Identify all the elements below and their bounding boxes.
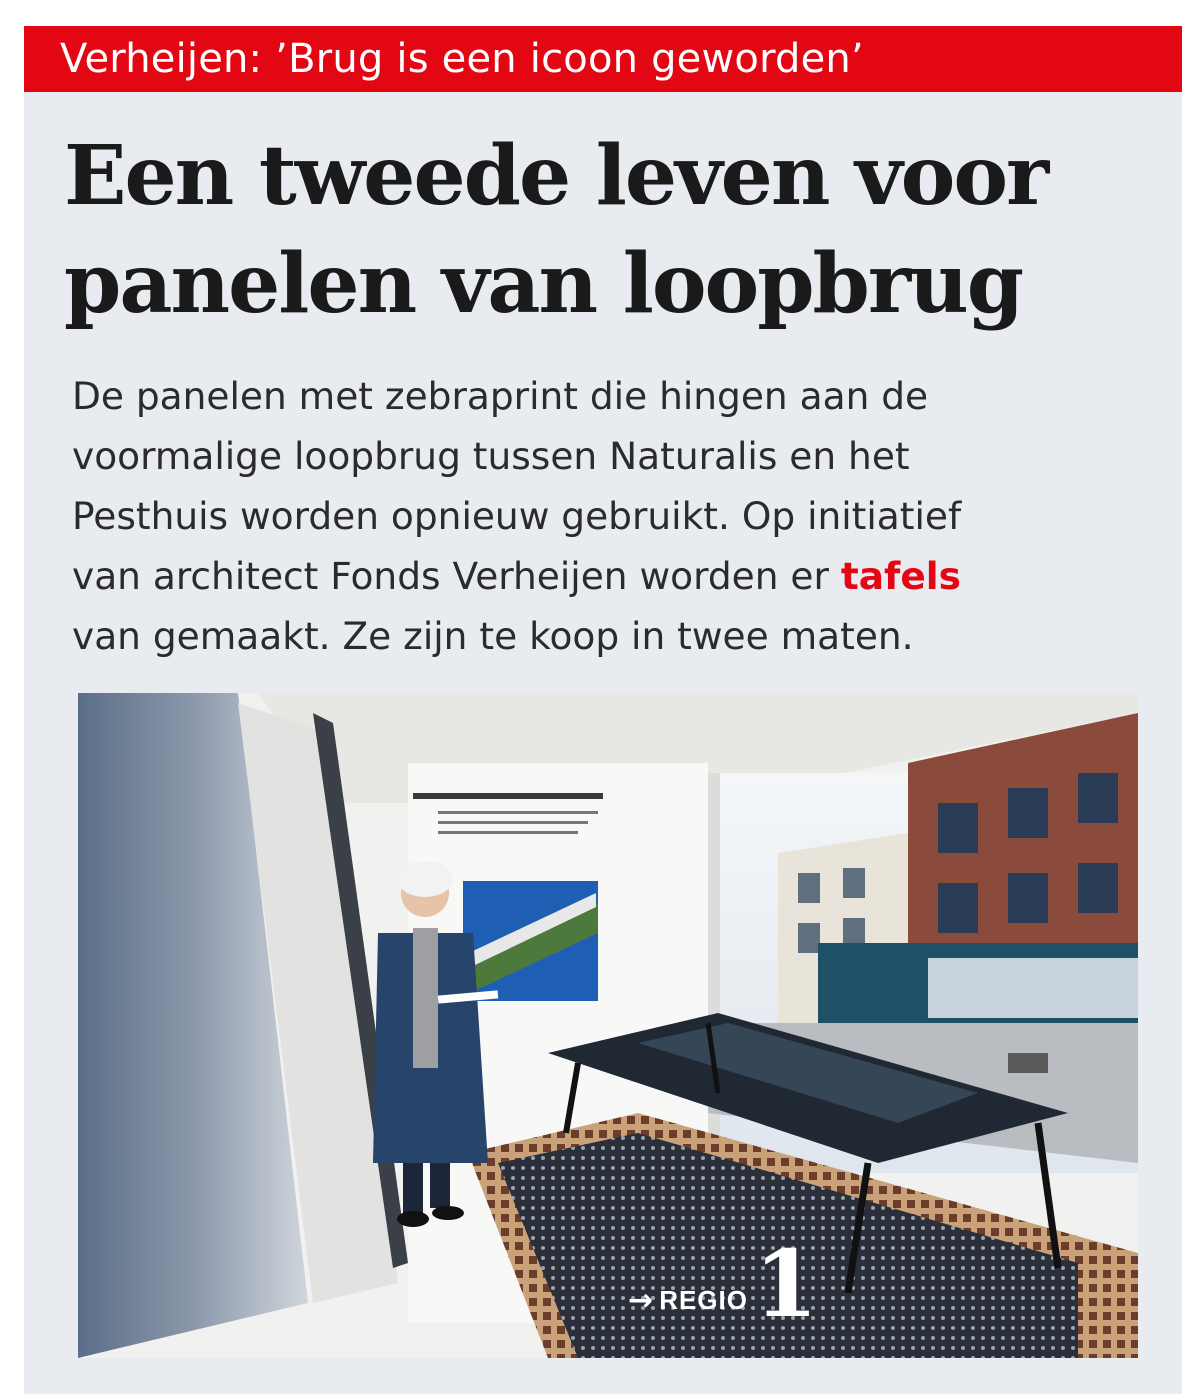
headline-line-1: Een tweede leven voor: [64, 128, 1048, 224]
lead-line-4-text: van architect Fonds Verheijen worden er: [72, 554, 841, 598]
headline[interactable]: [64, 122, 1154, 338]
article-photo[interactable]: [78, 693, 1138, 1358]
lead-paragraph: [72, 366, 1162, 666]
highlight-word: tafels: [840, 554, 961, 598]
article-teaser[interactable]: [24, 26, 1182, 1394]
reference-section: REGIO: [659, 1285, 748, 1315]
page-reference[interactable]: [628, 1230, 818, 1338]
lead-line-3: Pesthuis worden opnieuw gebruikt. Op initiatief: [72, 494, 962, 538]
lead-line-2: voormalige loopbrug tussen Naturalis en het: [72, 434, 910, 478]
headline-line-2: panelen van loopbrug: [64, 236, 1023, 332]
photo-illustration: [78, 693, 1138, 1358]
lead-line-4: [72, 546, 1162, 606]
kicker-text: Verheijen: ’Brug is een icoon geworden’: [60, 36, 864, 82]
lead-line-1: De panelen met zebraprint die hingen aan de: [72, 374, 929, 418]
lead-line-5: van gemaakt. Ze zijn te koop in twee maten.: [72, 614, 914, 658]
arrow-right-icon: →: [628, 1283, 654, 1318]
kicker-bar: [24, 26, 1182, 92]
reference-page-number: 1: [753, 1230, 818, 1338]
